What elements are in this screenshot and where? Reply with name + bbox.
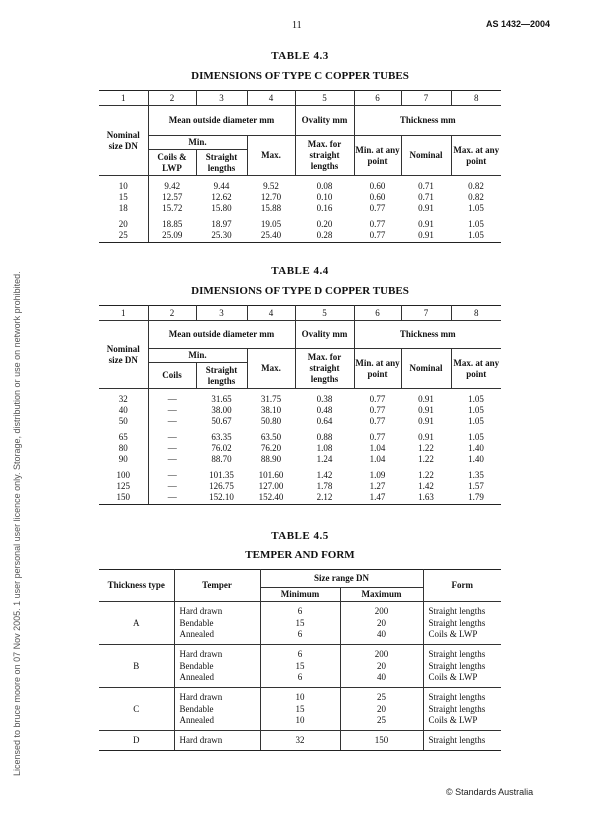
- table-cell: 0.77: [369, 394, 386, 404]
- header-thickness-type: Thickness type: [99, 570, 174, 602]
- table-cell: 1.08: [316, 443, 333, 453]
- table-cell: 63.35: [211, 432, 232, 442]
- header-nominal: Nominal: [401, 349, 451, 389]
- header-temper: Temper: [174, 570, 260, 602]
- table-cell: 1.27: [369, 481, 386, 491]
- table-cell: 15.88: [260, 203, 282, 213]
- table-cell: Straight lengths: [428, 606, 486, 616]
- table-cell: 15: [260, 660, 340, 672]
- licence-notice: Licensed to bruce moore on 07 Nov 2005. 1 user personal user licence only. Storage, distribution or use on network prohibited.: [12, 271, 22, 776]
- table-cell: 9.52: [263, 181, 279, 191]
- table-cell: 0.91: [401, 230, 451, 243]
- table-row: [99, 481, 501, 492]
- table-cell: 0.91: [418, 416, 434, 426]
- table-cell: 152.40: [247, 492, 295, 505]
- col-number: 3: [196, 91, 247, 106]
- table-cell: 1.35: [468, 470, 484, 480]
- table-cell: 1.05: [468, 432, 484, 442]
- table-4-3-header: [99, 91, 501, 176]
- table-cell: Coils & LWP: [423, 672, 501, 688]
- col-number: 4: [247, 91, 295, 106]
- table-cell: 1.47: [354, 492, 401, 505]
- table-cell: Straight lengths: [428, 692, 486, 702]
- table-4-3: [99, 90, 501, 243]
- header-ovality: Ovality mm: [295, 106, 354, 136]
- thickness-type-cell: A: [99, 602, 174, 645]
- table-cell: 0.77: [369, 432, 386, 442]
- table-cell: 1.05: [468, 416, 484, 426]
- table-cell: 0.71: [418, 181, 434, 191]
- table-cell: Bendable: [174, 617, 260, 629]
- table-cell: 12.62: [211, 192, 232, 202]
- table-cell: 40: [99, 405, 148, 416]
- table-row: [99, 688, 501, 704]
- table-cell: 1.24: [316, 454, 333, 464]
- table-cell: 20: [340, 660, 423, 672]
- table-cell: Annealed: [174, 672, 260, 688]
- table-cell: 25: [340, 715, 423, 731]
- header-thickness: Thickness mm: [354, 106, 501, 136]
- table-cell: 1.42: [316, 470, 333, 480]
- table-row: [99, 405, 501, 416]
- table-cell: 10: [99, 181, 148, 192]
- header-min: Min.: [148, 349, 247, 363]
- header-ovality: Ovality mm: [295, 321, 354, 349]
- table-cell: 76.02: [211, 443, 232, 453]
- table-cell: 0.88: [316, 432, 333, 442]
- table-cell: Straight lengths: [428, 617, 486, 628]
- table-row: [99, 192, 501, 203]
- table-cell: Straight lengths: [428, 649, 486, 659]
- table-row: [99, 645, 501, 661]
- table-cell: 1.04: [369, 443, 386, 453]
- table-4-4-title: DIMENSIONS OF TYPE D COPPER TUBES: [191, 285, 409, 297]
- table-cell: 0.16: [316, 203, 333, 213]
- table-4-5-body: [99, 602, 501, 751]
- table-cell: 1.09: [369, 470, 386, 480]
- table-cell: 40: [340, 672, 423, 688]
- table-cell: —: [167, 432, 177, 442]
- table-cell: 0.28: [295, 230, 354, 243]
- table-4-4-number: TABLE 4.4: [271, 265, 329, 277]
- table-cell: 6: [260, 602, 340, 618]
- table-cell: 0.91: [418, 394, 434, 404]
- table-cell: 0.60: [369, 181, 386, 191]
- table-cell: 80: [99, 443, 148, 454]
- table-row: [99, 394, 501, 405]
- col-number: 1: [99, 306, 148, 321]
- table-cell: 1.40: [468, 454, 484, 464]
- header-straight-lengths: Straight lengths: [196, 363, 247, 389]
- col-number: 2: [148, 91, 196, 106]
- table-cell: 88.90: [260, 454, 282, 464]
- thickness-type-cell: C: [99, 688, 174, 731]
- table-cell: Bendable: [174, 703, 260, 715]
- header-max: Max.: [247, 349, 295, 389]
- header-nominal-size: Nominal size DN: [99, 106, 148, 176]
- table-row: [99, 432, 501, 443]
- table-row: [99, 181, 501, 192]
- table-cell: 76.20: [260, 443, 282, 453]
- col-number: 8: [451, 91, 501, 106]
- table-cell: —: [167, 470, 177, 480]
- table-cell: 1.22: [418, 443, 434, 453]
- table-cell: Straight lengths: [428, 703, 486, 714]
- col-number: 3: [196, 306, 247, 321]
- table-cell: 25.40: [247, 230, 295, 243]
- table-cell: —: [167, 405, 177, 415]
- table-cell: 0.77: [369, 405, 386, 415]
- table-cell: 15: [260, 617, 340, 629]
- table-cell: 1.05: [468, 219, 484, 229]
- table-cell: 0.71: [418, 192, 434, 202]
- table-cell: 31.65: [211, 394, 232, 404]
- table-4-4-body: [99, 389, 501, 505]
- table-4-4: [99, 305, 501, 505]
- table-cell: Coils & LWP: [423, 629, 501, 645]
- table-cell: Straight lengths: [428, 660, 486, 671]
- table-cell: Annealed: [174, 629, 260, 645]
- table-cell: 0.91: [418, 432, 434, 442]
- table-cell: 50.80: [260, 416, 282, 426]
- table-cell: 0.91: [418, 405, 434, 415]
- header-max-any-point: Max. at any point: [451, 136, 501, 176]
- table-cell: 152.10: [196, 492, 247, 505]
- table-cell: Bendable: [174, 660, 260, 672]
- table-row: [99, 454, 501, 465]
- table-cell: 15.72: [162, 203, 183, 213]
- table-cell: 15.80: [211, 203, 232, 213]
- table-cell: 25.09: [148, 230, 196, 243]
- table-cell: 0.82: [468, 181, 484, 191]
- table-cell: 12.57: [162, 192, 183, 202]
- table-cell: 32: [260, 731, 340, 751]
- header-size-range: Size range DN: [260, 570, 423, 588]
- table-cell: —: [167, 416, 177, 426]
- copyright-footer: © Standards Australia: [446, 787, 534, 797]
- col-number: 6: [354, 306, 401, 321]
- table-cell: 32: [99, 394, 148, 405]
- table-row: [99, 230, 501, 243]
- table-cell: 6: [260, 672, 340, 688]
- table-cell: 125: [99, 481, 148, 492]
- table-cell: 1.42: [418, 481, 434, 491]
- table-cell: 25: [340, 688, 423, 704]
- header-coils: Coils: [148, 363, 196, 389]
- col-number: 4: [247, 306, 295, 321]
- header-mean-outside-diameter: Mean outside diameter mm: [148, 106, 295, 136]
- table-cell: Hard drawn: [174, 688, 260, 704]
- table-cell: 127.00: [258, 481, 284, 491]
- header-minimum: Minimum: [260, 588, 340, 602]
- standard-reference: AS 1432—2004: [486, 19, 551, 29]
- table-cell: 38.00: [211, 405, 232, 415]
- table-cell: 50: [99, 416, 148, 427]
- table-cell: 0.20: [316, 219, 333, 229]
- table-4-5-number: TABLE 4.5: [271, 530, 329, 542]
- header-mean-outside-diameter: Mean outside diameter mm: [148, 321, 295, 349]
- table-cell: 1.22: [418, 454, 434, 464]
- table-row: [99, 219, 501, 230]
- table-cell: 6: [260, 629, 340, 645]
- table-cell: Straight lengths: [423, 731, 501, 751]
- table-cell: 1.22: [418, 470, 434, 480]
- table-cell: 126.75: [209, 481, 234, 491]
- table-cell: 0.64: [316, 416, 333, 426]
- table-cell: 1.79: [451, 492, 501, 505]
- col-number: 5: [295, 91, 354, 106]
- table-cell: 1.57: [468, 481, 484, 491]
- table-cell: 65: [99, 432, 148, 443]
- header-thickness: Thickness mm: [354, 321, 501, 349]
- table-cell: 9.44: [213, 181, 230, 191]
- header-min-any-point: Min. at any point: [354, 349, 401, 389]
- table-cell: —: [167, 481, 177, 491]
- table-cell: 2.12: [295, 492, 354, 505]
- table-cell: 38.10: [260, 405, 282, 415]
- table-cell: Annealed: [174, 715, 260, 731]
- table-cell: 150: [340, 731, 423, 751]
- header-form: Form: [423, 570, 501, 602]
- table-row: [99, 203, 501, 214]
- page-number: 11: [292, 20, 302, 31]
- table-cell: 15: [99, 192, 148, 203]
- table-cell: 19.05: [260, 219, 282, 229]
- table-row: [99, 416, 501, 427]
- table-cell: 40: [340, 629, 423, 645]
- thickness-type-cell: D: [99, 731, 174, 751]
- table-cell: 1.78: [316, 481, 333, 491]
- col-number: 5: [295, 306, 354, 321]
- table-cell: 100: [99, 470, 148, 481]
- table-cell: 1.63: [401, 492, 451, 505]
- table-cell: 1.05: [468, 203, 484, 213]
- table-cell: 0.38: [316, 394, 333, 404]
- table-cell: Coils & LWP: [423, 715, 501, 731]
- table-cell: 0.77: [369, 203, 386, 213]
- table-cell: 0.77: [369, 416, 386, 426]
- table-cell: 20: [340, 703, 423, 715]
- table-cell: 1.40: [468, 443, 484, 453]
- table-row: [99, 602, 501, 618]
- table-cell: 18.85: [162, 219, 183, 229]
- header-max-straight: Max. for straight lengths: [295, 136, 354, 176]
- table-cell: 10: [260, 688, 340, 704]
- table-cell: 12.70: [260, 192, 282, 202]
- table-cell: —: [167, 454, 177, 464]
- table-4-3-number: TABLE 4.3: [271, 50, 329, 62]
- table-cell: 200: [340, 645, 423, 661]
- table-cell: 150: [99, 492, 148, 505]
- table-cell: Hard drawn: [174, 731, 260, 751]
- header-max-straight: Max. for straight lengths: [295, 349, 354, 389]
- table-cell: Hard drawn: [174, 602, 260, 618]
- table-cell: 18.97: [211, 219, 232, 229]
- header-min: Min.: [148, 136, 247, 150]
- table-cell: 0.60: [369, 192, 386, 202]
- table-4-5-title: TEMPER AND FORM: [245, 549, 355, 561]
- table-row: [99, 731, 501, 751]
- header-nominal-size: Nominal size DN: [99, 321, 148, 389]
- thickness-type-cell: B: [99, 645, 174, 688]
- table-4-3-title: DIMENSIONS OF TYPE C COPPER TUBES: [191, 70, 409, 82]
- table-cell: 25.30: [196, 230, 247, 243]
- col-number: 1: [99, 91, 148, 106]
- table-cell: 0.48: [316, 405, 333, 415]
- table-cell: 31.75: [260, 394, 282, 404]
- table-cell: —: [167, 443, 177, 453]
- header-min-any-point: Min. at any point: [354, 136, 401, 176]
- col-number: 7: [401, 306, 451, 321]
- table-cell: 0.82: [468, 192, 484, 202]
- table-cell: 9.42: [164, 181, 181, 191]
- table-cell: 63.50: [260, 432, 282, 442]
- table-row: [99, 492, 501, 505]
- table-cell: —: [148, 492, 196, 505]
- table-cell: 15: [260, 703, 340, 715]
- table-4-5-header: [99, 570, 501, 602]
- table-cell: 1.05: [451, 230, 501, 243]
- table-cell: 0.91: [418, 203, 434, 213]
- table-cell: 101.35: [209, 470, 234, 480]
- table-4-5: [99, 569, 501, 751]
- col-number: 6: [354, 91, 401, 106]
- table-cell: 101.60: [258, 470, 284, 480]
- col-number: 2: [148, 306, 196, 321]
- table-cell: Hard drawn: [174, 645, 260, 661]
- table-cell: 0.91: [418, 219, 434, 229]
- table-4-3-body: [99, 176, 501, 243]
- table-cell: 0.77: [369, 219, 386, 229]
- table-cell: 18: [99, 203, 148, 214]
- table-cell: 50.67: [211, 416, 232, 426]
- header-coils-lwp: Coils & LWP: [148, 150, 196, 176]
- col-number: 8: [451, 306, 501, 321]
- header-max: Max.: [247, 136, 295, 176]
- table-cell: 20: [340, 617, 423, 629]
- header-maximum: Maximum: [340, 588, 423, 602]
- table-cell: 20: [99, 219, 148, 230]
- col-number: 7: [401, 91, 451, 106]
- table-cell: 0.77: [354, 230, 401, 243]
- table-cell: 6: [260, 645, 340, 661]
- table-cell: 10: [260, 715, 340, 731]
- table-row: [99, 470, 501, 481]
- table-cell: 200: [340, 602, 423, 618]
- table-cell: 0.10: [316, 192, 333, 202]
- header-max-any-point: Max. at any point: [451, 349, 501, 389]
- table-cell: —: [167, 394, 177, 404]
- table-4-4-header: [99, 306, 501, 389]
- table-row: [99, 443, 501, 454]
- header-nominal: Nominal: [401, 136, 451, 176]
- table-cell: 1.05: [468, 405, 484, 415]
- table-cell: 90: [99, 454, 148, 465]
- table-cell: 1.05: [468, 394, 484, 404]
- table-cell: 0.08: [316, 181, 333, 191]
- table-cell: 88.70: [211, 454, 232, 464]
- header-straight-lengths: Straight lengths: [196, 150, 247, 176]
- table-cell: 1.04: [369, 454, 386, 464]
- table-cell: 25: [99, 230, 148, 243]
